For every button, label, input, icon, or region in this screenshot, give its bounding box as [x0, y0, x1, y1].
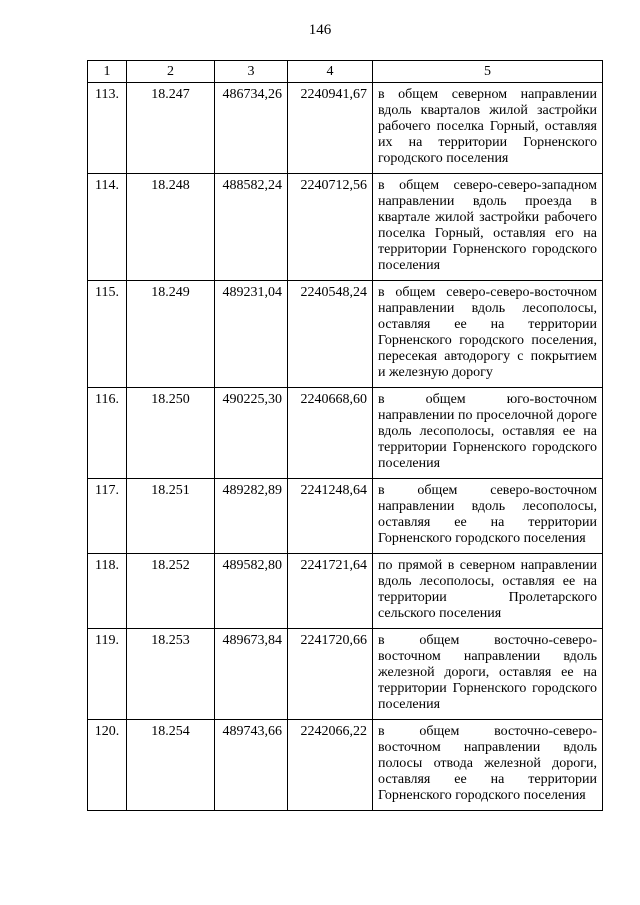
point-id-cell: 18.251 [127, 479, 215, 554]
point-id-cell: 18.253 [127, 629, 215, 720]
y-coordinate-cell: 2240548,24 [288, 281, 373, 388]
boundary-description-cell: в общем восточно-северо-восточном направлении вдоль железной дороги, оставляя ее на территории Горненского городского поселения [373, 629, 603, 720]
row-number-cell: 120. [88, 720, 127, 811]
x-coordinate-cell: 489231,04 [215, 281, 288, 388]
boundary-description-cell: в общем восточно-северо-восточном направлении вдоль полосы отвода железной дороги, оставляя ее на территории Горненского городского поселения [373, 720, 603, 811]
point-id-cell: 18.249 [127, 281, 215, 388]
y-coordinate-cell: 2241720,66 [288, 629, 373, 720]
boundary-points-table [87, 60, 603, 811]
point-id-cell: 18.250 [127, 388, 215, 479]
header-col-2: 2 [127, 61, 215, 83]
x-coordinate-cell: 489673,84 [215, 629, 288, 720]
point-id-cell: 18.252 [127, 554, 215, 629]
row-number-cell: 114. [88, 174, 127, 281]
table-row [88, 479, 603, 554]
x-coordinate-cell: 489582,80 [215, 554, 288, 629]
row-number-cell: 116. [88, 388, 127, 479]
x-coordinate-cell: 486734,26 [215, 83, 288, 174]
header-col-4: 4 [288, 61, 373, 83]
boundary-description-cell: в общем северо-восточном направлении вдоль лесополосы, оставляя ее на территории Горненского городского поселения [373, 479, 603, 554]
point-id-cell: 18.247 [127, 83, 215, 174]
row-number-cell: 115. [88, 281, 127, 388]
y-coordinate-cell: 2240668,60 [288, 388, 373, 479]
row-number-cell: 119. [88, 629, 127, 720]
y-coordinate-cell: 2241721,64 [288, 554, 373, 629]
y-coordinate-cell: 2240941,67 [288, 83, 373, 174]
table-row [88, 720, 603, 811]
row-number-cell: 117. [88, 479, 127, 554]
y-coordinate-cell: 2242066,22 [288, 720, 373, 811]
page-number: 146 [308, 22, 332, 38]
table-row [88, 629, 603, 720]
header-col-5: 5 [373, 61, 603, 83]
boundary-description-cell: в общем юго-восточном направлении по проселочной дороге вдоль лесополосы, оставляя ее на территории Горненского городского поселения [373, 388, 603, 479]
header-col-1: 1 [88, 61, 127, 83]
table-row [88, 281, 603, 388]
table-row [88, 388, 603, 479]
row-number-cell: 118. [88, 554, 127, 629]
y-coordinate-cell: 2241248,64 [288, 479, 373, 554]
row-number-cell: 113. [88, 83, 127, 174]
header-col-3: 3 [215, 61, 288, 83]
boundary-description-cell: в общем северном направлении вдоль кварталов жилой застройки рабочего поселка Горный, оставляя их на территории Горненского городского поселения [373, 83, 603, 174]
table-row [88, 174, 603, 281]
point-id-cell: 18.254 [127, 720, 215, 811]
table-row [88, 554, 603, 629]
boundary-description-cell: в общем северо-северо-восточном направлении вдоль лесополосы, оставляя ее на территории Горненского городского поселения, пересекая автодорогу с покрытием и железную дорогу [373, 281, 603, 388]
table-row [88, 83, 603, 174]
x-coordinate-cell: 490225,30 [215, 388, 288, 479]
x-coordinate-cell: 489743,66 [215, 720, 288, 811]
x-coordinate-cell: 489282,89 [215, 479, 288, 554]
table-header-row [88, 61, 603, 83]
boundary-description-cell: по прямой в северном направлении вдоль лесополосы, оставляя ее на территории Пролетарского сельского поселения [373, 554, 603, 629]
point-id-cell: 18.248 [127, 174, 215, 281]
y-coordinate-cell: 2240712,56 [288, 174, 373, 281]
x-coordinate-cell: 488582,24 [215, 174, 288, 281]
boundary-description-cell: в общем северо-северо-западном направлении вдоль проезда в квартале жилой застройки рабочего поселка Горный, оставляя его на территории Горненского городского поселения [373, 174, 603, 281]
